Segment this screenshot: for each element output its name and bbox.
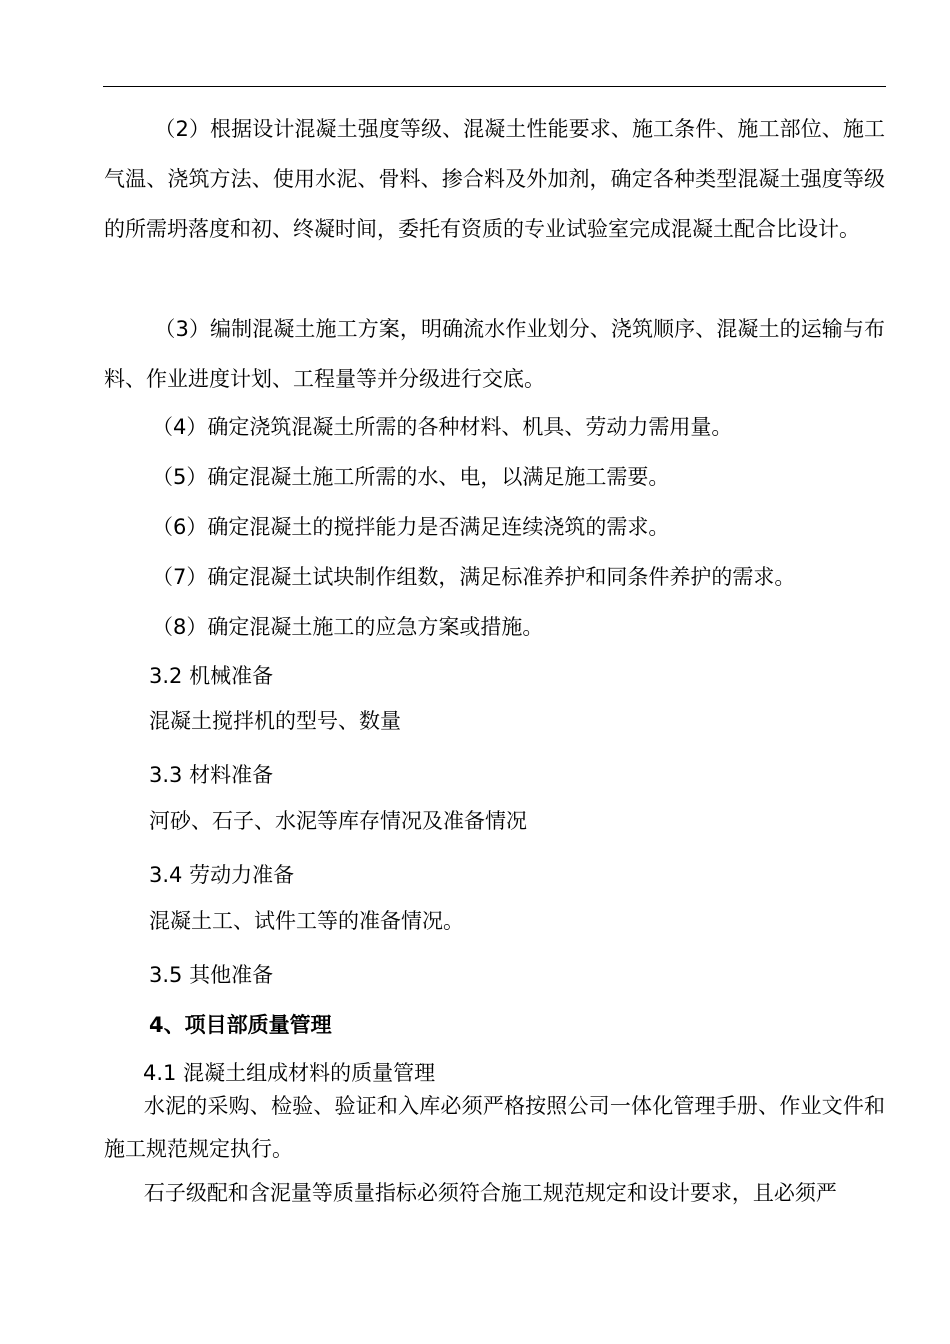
section-heading-3-2: 3.2 机械准备 (149, 664, 274, 688)
section-heading-4: 4、项目部质量管理 (149, 1013, 332, 1037)
paragraph-6: （6）确定混凝土的搅拌能力是否满足连续浇筑的需求。 (152, 515, 670, 539)
section-text-3-4: 混凝土工、试件工等的准备情况。 (149, 909, 464, 933)
paragraph-3: （3）编制混凝土施工方案，明确流水作业划分、浇筑顺序、混凝土的运输与布料、作业进度计划、工程量等并分级进行交底。 (104, 317, 885, 391)
paragraph-4-1-a: 水泥的采购、检验、验证和入库必须严格按照公司一体化管理手册、作业文件和施工规范规定执行。 (104, 1094, 885, 1161)
section-text-3-2: 混凝土搅拌机的型号、数量 (149, 709, 401, 733)
section-heading-3-5: 3.5 其他准备 (149, 963, 274, 987)
section-heading-3-4: 3.4 劳动力准备 (149, 863, 295, 887)
paragraph-5: （5）确定混凝土施工所需的水、电，以满足施工需要。 (152, 465, 670, 489)
paragraph-2: （2）根据设计混凝土强度等级、混凝土性能要求、施工条件、施工部位、施工气温、浇筑方法、使用水泥、骨料、掺合料及外加剂，确定各种类型混凝土强度等级的所需坍落度和初、终凝时间，委托有资质的专业试验室完成混凝土配合比设计。 (104, 117, 885, 241)
header-rule (103, 86, 886, 87)
paragraph-4: （4）确定浇筑混凝土所需的各种材料、机具、劳动力需用量。 (152, 415, 733, 439)
paragraph-7: （7）确定混凝土试块制作组数，满足标准养护和同条件养护的需求。 (152, 565, 796, 589)
section-text-3-3: 河砂、石子、水泥等库存情况及准备情况 (149, 809, 527, 833)
paragraph-8: （8）确定混凝土施工的应急方案或措施。 (152, 615, 544, 639)
paragraph-4-1-b: 石子级配和含泥量等质量指标必须符合施工规范规定和设计要求，且必须严 (143, 1181, 837, 1205)
section-heading-4-1: 4.1 混凝土组成材料的质量管理 (143, 1061, 436, 1085)
section-heading-3-3: 3.3 材料准备 (149, 763, 274, 787)
